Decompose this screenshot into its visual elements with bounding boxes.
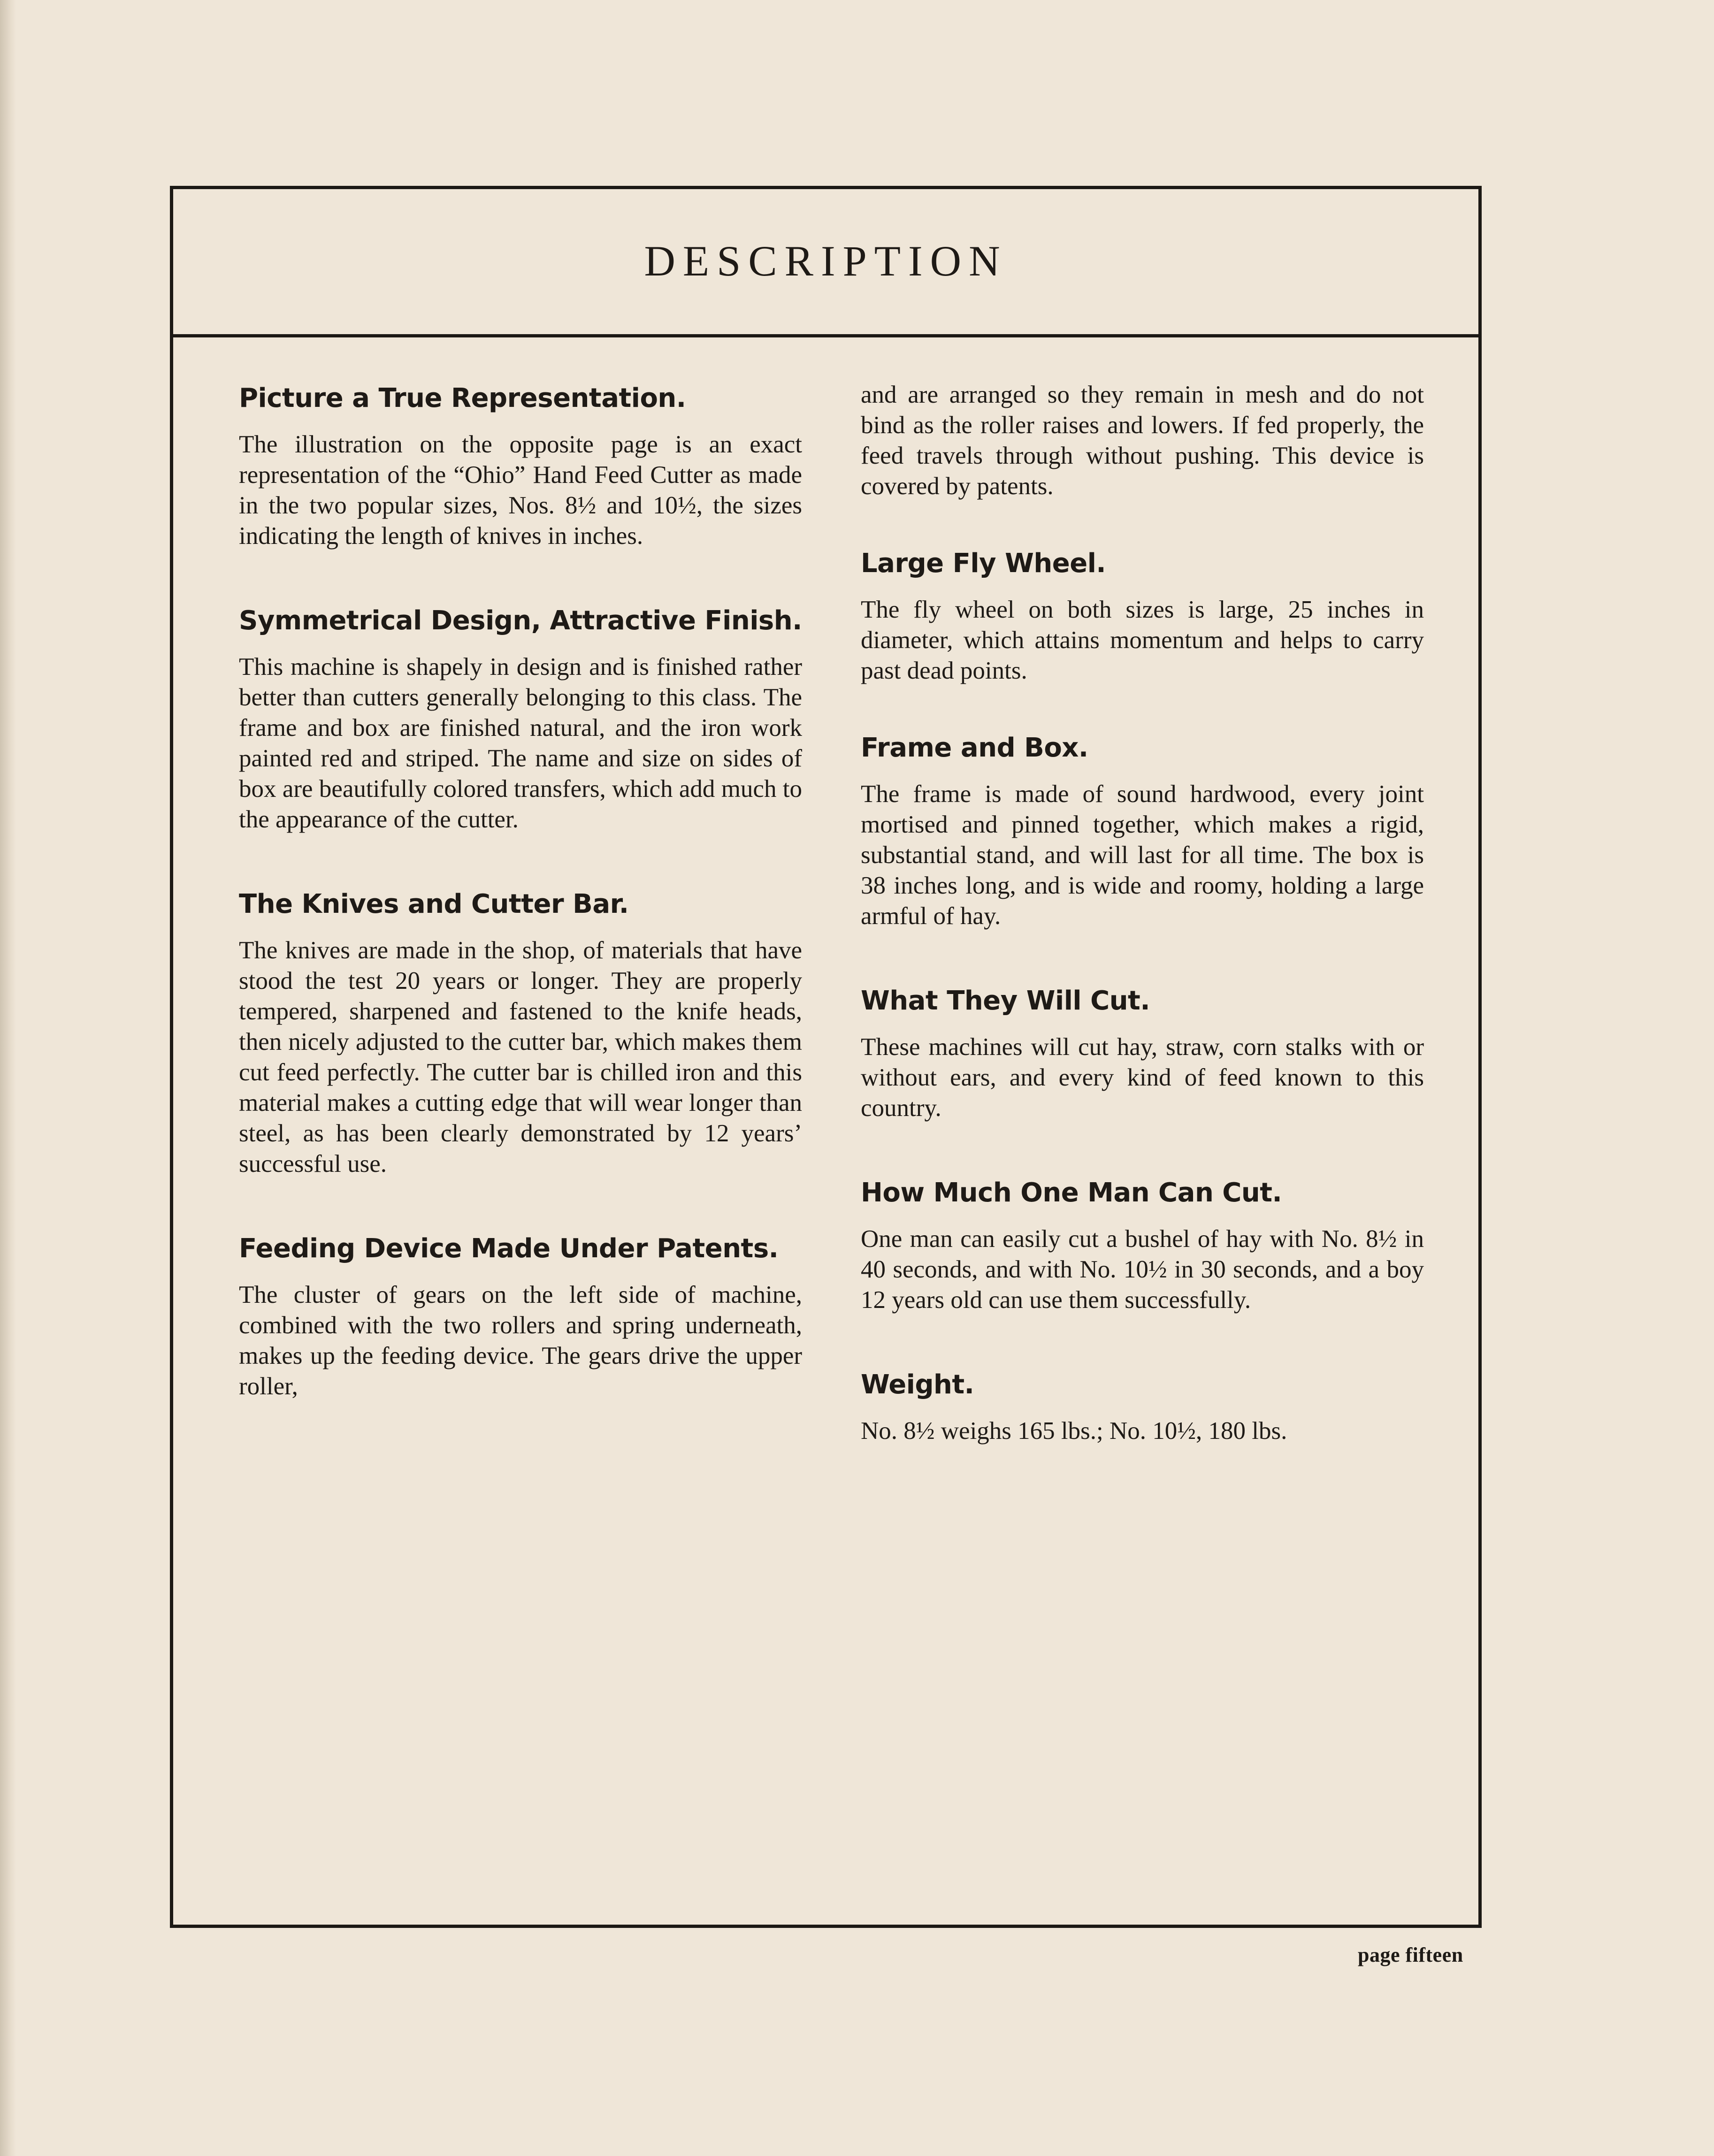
section-knives-cutter-bar [239, 887, 802, 1179]
section-heading: Picture a True Representation. [239, 383, 686, 413]
section-weight [861, 1368, 1424, 1446]
section-what-they-cut [861, 984, 1424, 1124]
section-body: The frame is made of sound hardwood, every joint mortised and pinned together, which makes a rigid, substantial stand, and will last for all time. The box is 38 inches long, and is wide and roomy, holding a large armful of hay. [861, 780, 1424, 930]
section-body: One man can easily cut a bushel of hay with No. 8½ in 40 seconds, and with No. 10½ in 30 seconds, and a boy 12 years old can use them successfully. [861, 1225, 1424, 1314]
section-fly-wheel [861, 547, 1424, 686]
page-title: DESCRIPTION [644, 237, 1008, 285]
section-feeding-device [239, 1232, 802, 1402]
section-one-man-cut [861, 1176, 1424, 1315]
section-heading: How Much One Man Can Cut. [861, 1177, 1282, 1208]
section-heading: Large Fly Wheel. [861, 548, 1106, 579]
section-body: These machines will cut hay, straw, corn stalks with or without ears, and every kind of feed known to this country. [861, 1033, 1424, 1122]
section-body: The cluster of gears on the left side of machine, combined with the two rollers and spring underneath, makes up the feeding device. The gears drive the upper roller, [239, 1281, 802, 1400]
section-heading: What They Will Cut. [861, 986, 1150, 1016]
section-heading: Symmetrical Design, Attractive Finish. [239, 605, 802, 636]
page-spine-shadow [0, 0, 16, 2156]
section-heading: The Knives and Cutter Bar. [239, 889, 629, 919]
section-body: This machine is shapely in design and is finished rather better than cutters generally belonging to this class. The frame and box are finished natural, and the iron work painted red and striped. The name and size on sides of box are beautifully colored transfers, which add much to the appearance of the cutter. [239, 653, 802, 833]
left-column [239, 382, 802, 1402]
section-body: The fly wheel on both sizes is large, 25 inches in diameter, which attains momentum and helps to carry past dead points. [861, 596, 1424, 684]
continued-paragraph: and are arranged so they remain in mesh and do not bind as the roller raises and lowers. If fed properly, the feed travels through without pushing. This device is covered by patents. [861, 381, 1424, 500]
description-frame [170, 186, 1482, 1928]
section-heading: Feeding Device Made Under Patents. [239, 1233, 779, 1264]
section-body: The knives are made in the shop, of materials that have stood the test 20 years or longer. They are properly tempered, sharpened and fastened to the knife heads, then nicely adjusted to the cutter bar, which makes them cut feed perfectly. The cutter bar is chilled iron and this material makes a cutting edge that will wear longer than steel, as has been clearly demonstrated by 12 years’ successful use. [239, 937, 802, 1177]
section-body: The illustration on the opposite page is an exact representation of the “Ohio” Hand Feed Cutter as made in the two popular sizes, Nos. 8½ and 10½, the sizes indicating the length of knives in inches. [239, 431, 802, 550]
right-column [861, 380, 1424, 1446]
section-heading: Weight. [861, 1369, 974, 1400]
title-banner [173, 189, 1478, 337]
section-picture-representation [239, 382, 802, 551]
page-number-label: page fifteen [1358, 1943, 1463, 1966]
section-heading: Frame and Box. [861, 733, 1088, 763]
section-frame-box [861, 731, 1424, 932]
section-symmetrical-design [239, 604, 802, 835]
section-body: No. 8½ weighs 165 lbs.; No. 10½, 180 lbs. [861, 1417, 1287, 1445]
